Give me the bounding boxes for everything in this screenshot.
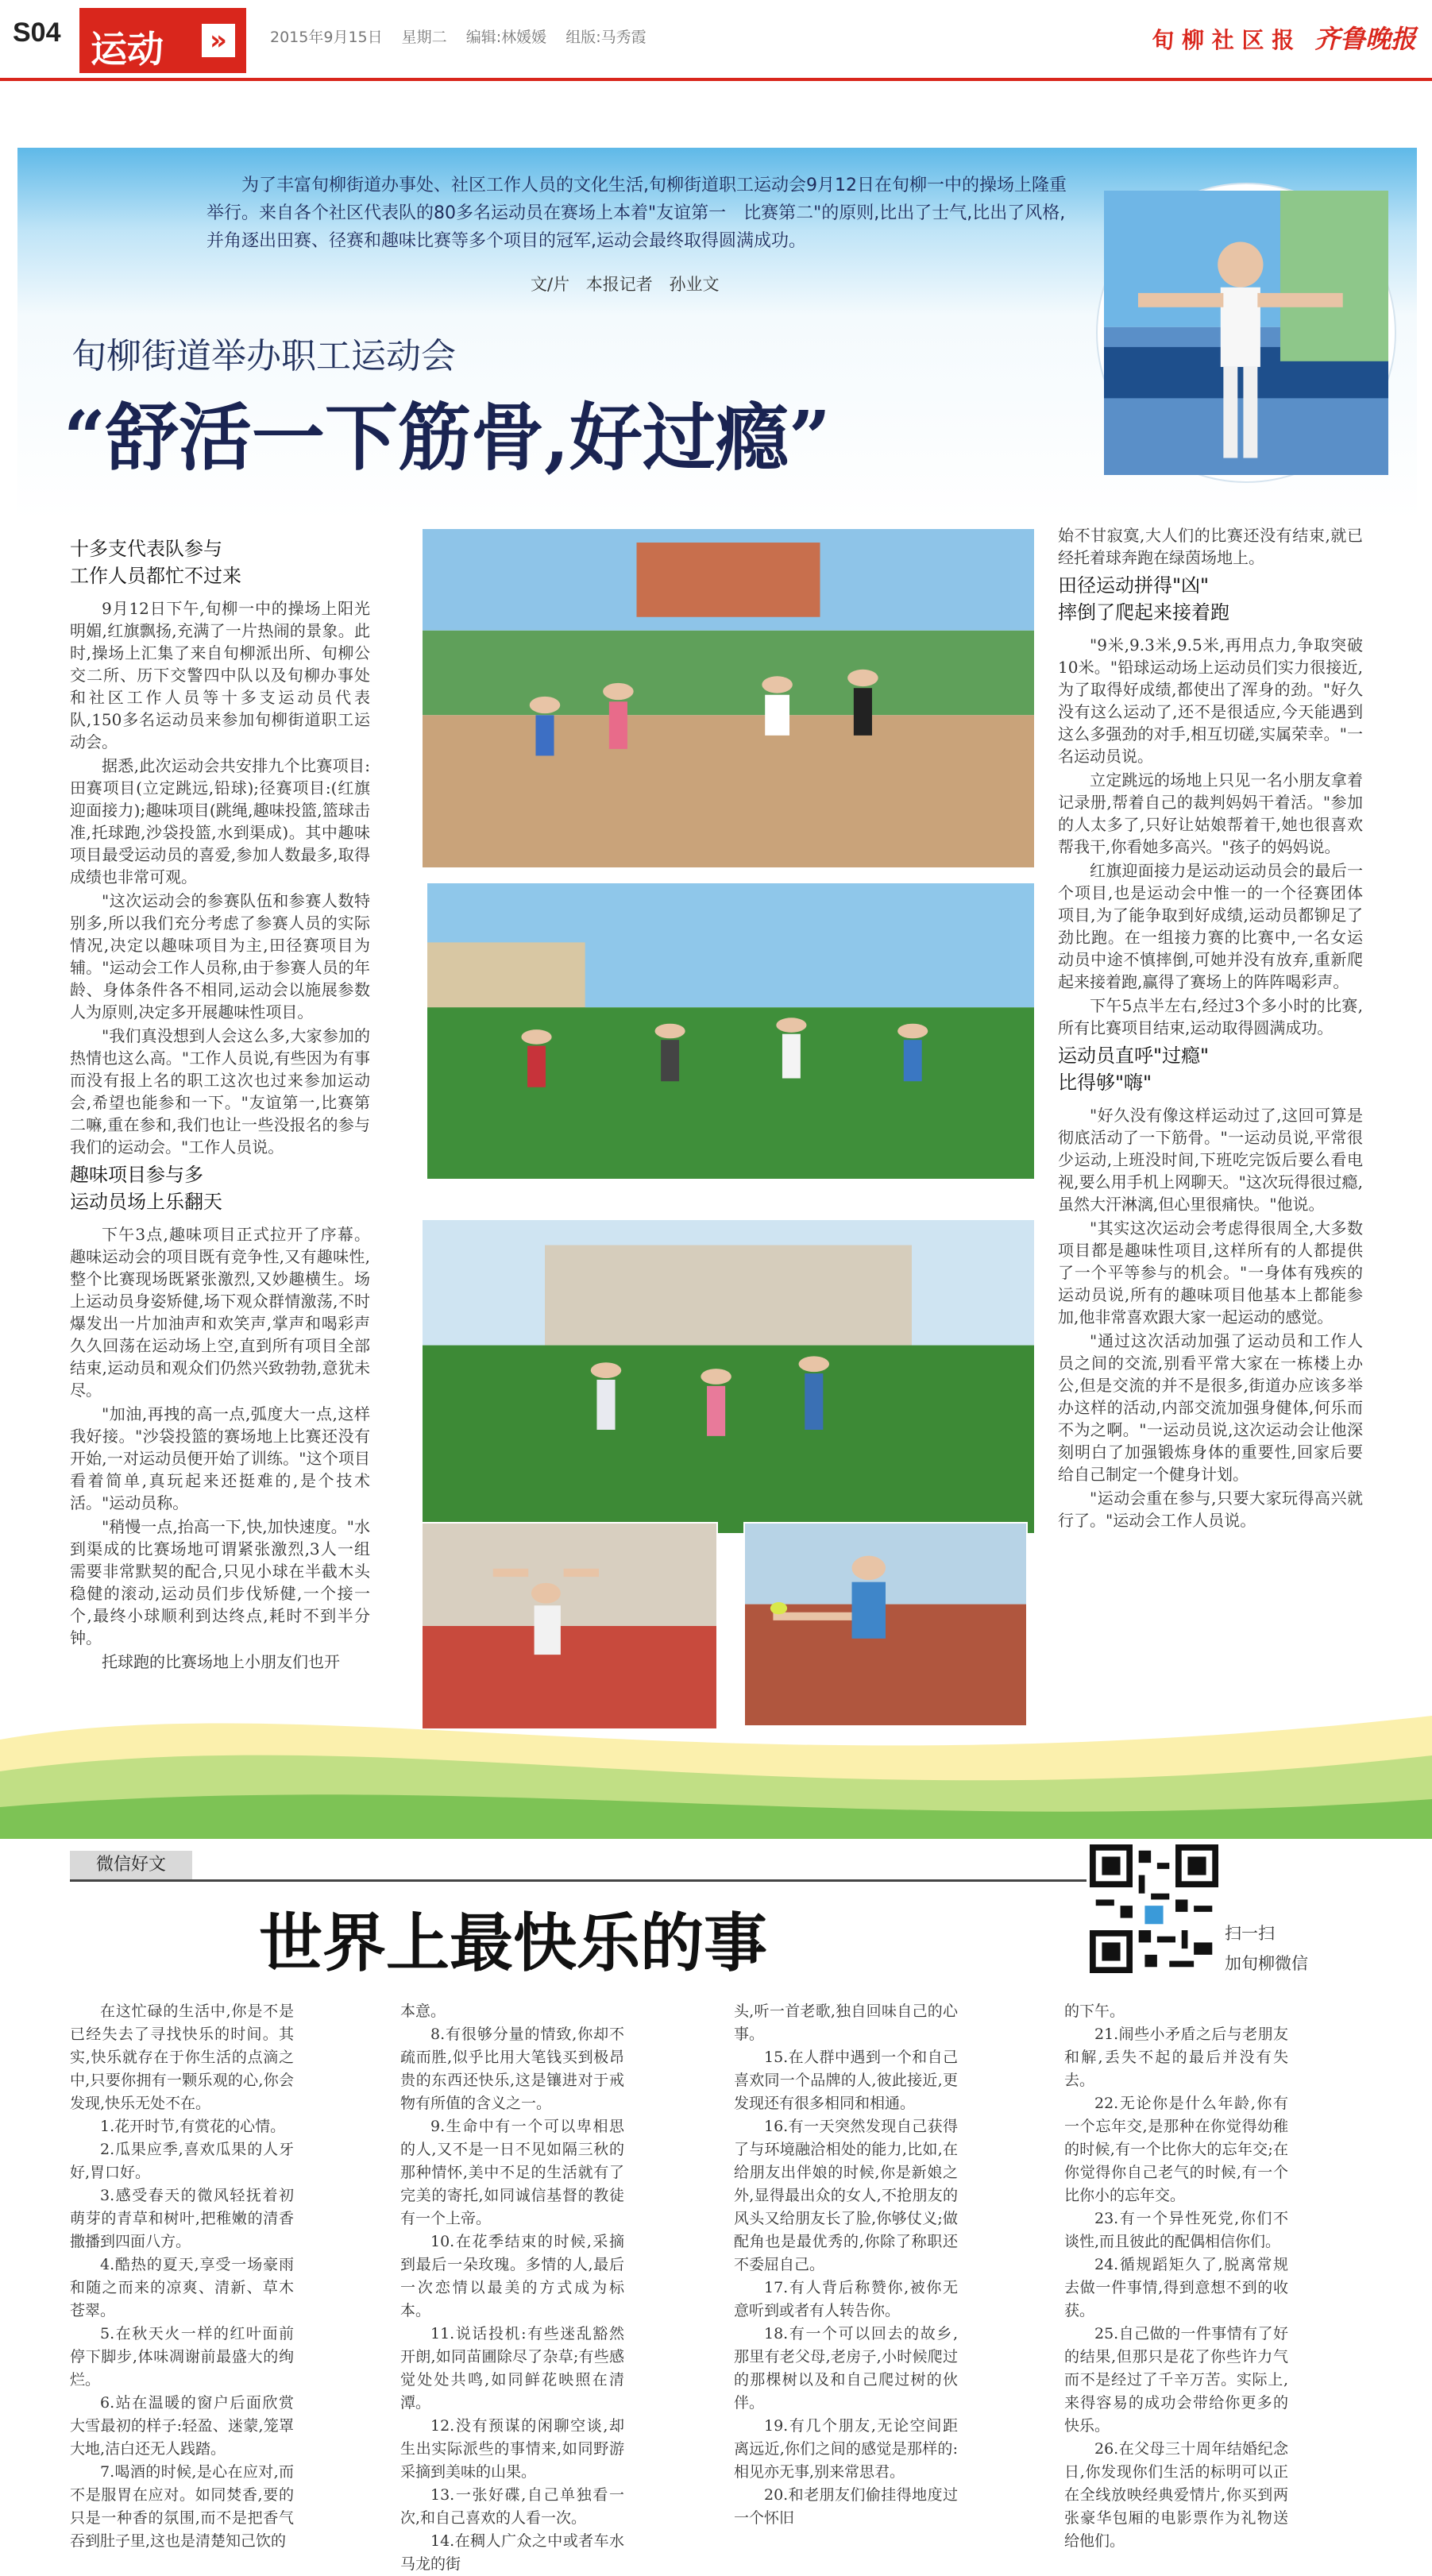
issue-weekday: 星期二 xyxy=(401,29,447,46)
list-item: 1.花开时节,有赏花的心情。 xyxy=(100,2118,286,2135)
page-number: S04 xyxy=(13,17,61,48)
list-item: 10.在花季结束的时候,采摘到最后一朵玫瑰。多情的人,最后一次恋情以最美的方式成为标本。 xyxy=(400,2233,624,2319)
issue-layout: 组版:马秀霞 xyxy=(565,29,647,46)
wechat-tag: 微信好文 xyxy=(70,1851,192,1879)
section-tag xyxy=(79,8,246,73)
page-header xyxy=(0,0,1432,87)
portrait-photo xyxy=(1098,184,1395,481)
list-item: 的下午。 xyxy=(1064,2002,1125,2020)
subhead-athletes-enjoy xyxy=(1058,1042,1363,1096)
subhead-line: 田径运动拼得"凶" xyxy=(1058,574,1210,597)
paragraph: 据悉,此次运动会共安排九个比赛项目:田赛项目(立定跳远,铅球);径赛项目:(红旗迎面接力);趣味项目(跳绳,趣味投篮,篮球击准,托球跑,沙袋投篮,水到渠成)。其中趣味项目最受运动员的喜爱,参加人数最多,取得成绩也非常可观。 xyxy=(70,756,370,886)
byline-type: 文/片 xyxy=(531,275,570,294)
list-item: 15.在人群中遇到一个和自己喜欢同一个品牌的人,彼此接近,更发现还有很多相同和相通。 xyxy=(734,2049,958,2112)
qr-caption-scan: 扫一扫 xyxy=(1225,1924,1275,1943)
list-item: 6.站在温暖的窗户后面欣赏大雪最初的样子:轻盈、迷蒙,笼罩大地,洁白还无人践踏。 xyxy=(70,2394,294,2458)
photo-jump-rope xyxy=(421,1218,1036,1535)
list-item: 24.循规蹈矩久了,脱离常规去做一件事情,得到意想不到的收获。 xyxy=(1064,2256,1288,2319)
article-left-column xyxy=(70,532,370,1671)
subhead-line: 运动员场上乐翻天 xyxy=(70,1191,222,1213)
paragraph: "其实这次运动会考虑得很周全,大多数项目都是趣味性项目,这样所有的人都提供了一个平等参与的机会。"一身体有残疾的运动员说,所有的趣味项目他基本上都能参加,他非常喜欢跟大家一起运动的感觉。 xyxy=(1058,1218,1363,1327)
paragraph: "加油,再拽的高一点,弧度大一点,这样我好接。"沙袋投篮的赛场地上比赛还没有开始,一对运动员便开始了训练。"这个项目看着简单,真玩起来还挺难的,是个技术活。"运动员称。 xyxy=(70,1404,370,1512)
subhead-fun-events xyxy=(70,1161,370,1215)
newspaper-logo: 齐鲁晚报 xyxy=(1314,24,1416,54)
list-item: 13.一张好碟,自己单独看一次,和自己喜欢的人看一次。 xyxy=(400,2486,624,2527)
list-item: 8.有很够分量的情致,你却不疏而胜,似乎比用大笔钱买到极昂贵的东西还快乐,这是镶进对于戒物有所值的含义之一。 xyxy=(400,2026,624,2112)
list-item: 22.无论你是什么年龄,你有一个忘年交,是那种在你觉得幼稚的时候,有一个比你大的忘年交;在你觉得你自己老气的时候,有一个比你小的忘年交。 xyxy=(1064,2095,1288,2204)
issue-editor: 编辑:林媛媛 xyxy=(465,29,547,46)
subhead-line: 工作人员都忙不过来 xyxy=(70,565,241,587)
list-item: 11.说话投机:有些迷乱豁然开朗,如同苗圃除尽了杂草;有些感觉处处共鸣,如同鲜花映照在清潭。 xyxy=(400,2325,624,2412)
list-item: 本意。 xyxy=(400,2002,446,2020)
wechat-column-2 xyxy=(400,2000,624,2573)
paragraph: "稍慢一点,抬高一下,快,加快速度。"水到渠成的比赛场地可谓紧张激烈,3人一组需要非常默契的配合,只见小球在半截木头稳健的滚动,运动员们步伐矫健,一个接一个,最终小球顺利到达终点,耗时不到半分钟。 xyxy=(70,1517,370,1647)
paragraph: 托球跑的比赛场地上小朋友们也开 xyxy=(102,1652,340,1671)
paragraph: "9米,9.3米,9.5米,再用点力,争取突破10米。"铅球运动场上运动员们实力很接近,为了取得好成绩,都使出了浑身的劲。"好久没有这么运动了,还不是很适应,今天能遇到这么多强劲的对手,相互切磋,实属荣幸。"一名运动员说。 xyxy=(1058,635,1363,766)
list-item: 20.和老朋友们偷挂得地度过一个怀旧 xyxy=(734,2486,958,2527)
list-item: 3.感受春天的微风轻抚着初萌芽的青草和树叶,把稚嫩的清香撒播到四面八方。 xyxy=(70,2187,294,2250)
article-byline xyxy=(531,272,730,295)
paragraph: 始不甘寂寞,大人们的比赛还没有结束,就已经托着球奔跑在绿茵场地上。 xyxy=(1058,526,1363,567)
paragraph: 9月12日下午,旬柳一中的操场上阳光明媚,红旗飘扬,充满了一片热闹的景象。此时,操场上汇集了来自旬柳派出所、旬柳公交二所、历下交警四中队以及旬柳办事处和社区工作人员等十多支运动员代表队,150多名运动员来参加旬柳街道职工运动会。 xyxy=(70,599,370,751)
wechat-divider xyxy=(70,1879,1087,1882)
qr-caption-follow: 加旬柳微信 xyxy=(1225,1954,1308,1973)
article-intro: 为了丰富旬柳街道办事处、社区工作人员的文化生活,旬柳街道职工运动会9月12日在旬柳一中的操场上隆重举行。来自各个社区代表队的80多名运动员在赛场上本着"友谊第一 比赛第二"的原则,比出了士气,比出了风格,并角逐出田赛、径赛和趣味比赛等多个项目的冠军,运动会最终取得圆满成功。 xyxy=(207,176,1067,251)
article-kicker: 旬柳街道举办职工运动会 xyxy=(71,336,456,377)
list-item: 7.喝酒的时候,是心在应对,而不是服胃在应对。如同焚香,要的只是一种香的氛围,而不是把香气吞到肚子里,这也是清楚知己饮的 xyxy=(70,2463,294,2550)
list-item: 2.瓜果应季,喜欢瓜果的人牙好,胃口好。 xyxy=(70,2141,294,2181)
list-item: 9.生命中有一个可以卑相思的人,又不是一日不见如隔三秋的那种情怀,美中不足的生活就有了完美的寄托,如同诚信基督的教徒有一个上帝。 xyxy=(400,2118,624,2227)
list-item: 21.闹些小矛盾之后与老朋友和解,丢失不起的最后并没有失去。 xyxy=(1064,2026,1288,2089)
chevron-right-icon: » xyxy=(202,24,235,57)
wechat-column-4 xyxy=(1064,2000,1288,2550)
list-item: 19.有几个朋友,无论空间距离远近,你们之间的感觉是那样的:相见亦无事,别来常思君。 xyxy=(734,2417,958,2481)
decorative-band xyxy=(0,1620,1432,1839)
paragraph: "运动会重在参与,只要大家玩得高兴就行了。"运动会工作人员说。 xyxy=(1058,1489,1363,1530)
paragraph: "好久没有像这样运动过了,这回可算是彻底活动了一下筋骨。"一运动员说,平常很少运动,上班没时间,下班吃完饭后要么看电视,要么用手机上网聊天。"这次玩得很过瘾,虽然大汗淋漓,但心里很痛快。"他说。 xyxy=(1058,1106,1363,1214)
paragraph: 在这忙碌的生活中,你是不是已经失去了寻找快乐的时间。其实,快乐就存在于你生活的点滴之中,只要你拥有一颗乐观的心,你会发现,快乐无处不在。 xyxy=(70,2002,294,2112)
list-item: 4.酷热的夏天,享受一场豪雨和随之而来的凉爽、清新、草木苍翠。 xyxy=(70,2256,294,2319)
photo-ball-toss xyxy=(426,882,1036,1180)
photo-long-jump xyxy=(421,527,1036,869)
list-item: 12.没有预谋的闲聊空谈,却生出实际派些的事情来,如同野游采摘到美味的山果。 xyxy=(400,2417,624,2481)
paragraph: "我们真没想到人会这么多,大家参加的热情也这么高。"工作人员说,有些因为有事而没有报上名的职工这次也过来参加运动会,希望也能参和一下。"友谊第一,比赛第二嘛,重在参和,我们也让一些没报名的参与我们的运动会。"工作人员说。 xyxy=(70,1026,370,1157)
byline-author: 孙业文 xyxy=(669,275,720,294)
wechat-column-3 xyxy=(734,2000,958,2527)
list-item: 17.有人背后称赞你,被你无意听到或者有人转告你。 xyxy=(734,2279,958,2319)
subhead-line: 趣味项目参与多 xyxy=(70,1164,203,1186)
list-item: 头,听一首老歌,独自回味自己的心事。 xyxy=(734,2002,958,2043)
paragraph: 立定跳远的场地上只见一名小朋友拿着记录册,帮着自己的裁判妈妈干着活。"参加的人太多了,只好让姑娘帮着干,她也很喜欢帮我干,你看她多高兴。"孩子的妈妈说。 xyxy=(1058,770,1363,856)
paragraph: "这次运动会的参赛队伍和参赛人数特别多,所以我们充分考虑了参赛人员的实际情况,决定以趣味项目为主,田径赛项目为辅。"运动会工作人员称,由于参赛人员的年龄、身体条件各不相同,运动会以施展参数人为原则,决定多开展趣味性项目。 xyxy=(70,891,370,1022)
list-item: 23.有一个异性死党,你们不谈性,而且彼此的配偶相信你们。 xyxy=(1064,2210,1288,2250)
issue-meta xyxy=(270,25,661,47)
paper-title xyxy=(1152,19,1416,56)
section-label: 运动 xyxy=(91,28,164,71)
subhead-participation xyxy=(70,535,370,589)
list-item: 16.有一天突然发现自己获得了与环境融洽相处的能力,比如,在给朋友出伴娘的时候,你是新娘之外,显得最出众的女人,不抢朋友的风头又给朋友长了脸,你够仗义;做配角也是最优秀的,你除了称职还不委屈自己。 xyxy=(734,2118,958,2273)
list-item: 18.有一个可以回去的故乡,那里有老父母,老房子,小时候爬过的那棵树以及和自己爬过树的伙伴。 xyxy=(734,2325,958,2412)
header-divider xyxy=(0,78,1432,81)
subhead-line: 比得够"嗨" xyxy=(1058,1072,1152,1094)
paper-name: 旬 柳 社 区 报 xyxy=(1152,27,1295,53)
byline-role: 本报记者 xyxy=(585,275,653,294)
paragraph: 下午3点,趣味项目正式拉开了序幕。趣味运动会的项目既有竞争性,又有趣味性,整个比赛现场既紧张激烈,又妙趣横生。场上运动员身姿矫健,场下观众群情激荡,不时爆发出一片加油声和欢笑声,掌声和喝彩声久久回荡在运动场上空,直到所有项目全部结束,运动员和观众们仍然兴致勃勃,意犹未尽。 xyxy=(70,1225,370,1400)
wechat-column-1 xyxy=(70,2000,294,2550)
subhead-track-field xyxy=(1058,572,1363,626)
list-item: 5.在秋天火一样的红叶面前停下脚步,体味凋谢前最盛大的绚烂。 xyxy=(70,2325,294,2389)
wechat-title: 世界上最快乐的事 xyxy=(259,1906,767,1980)
qr-code-icon[interactable] xyxy=(1090,1844,1218,1973)
list-item: 25.自己做的一件事情有了好的结果,但那只是花了你些许力气而不是经过了千辛万苦。实际上,来得容易的成功会带给你更多的快乐。 xyxy=(1064,2325,1288,2435)
subhead-line: 运动员直呼"过瘾" xyxy=(1058,1045,1210,1067)
paragraph: 下午5点半左右,经过3个多小时的比赛,所有比赛项目结束,运动取得圆满成功。 xyxy=(1058,996,1363,1037)
paragraph: 红旗迎面接力是运动运动员会的最后一个项目,也是运动会中惟一的一个径赛团体项目,为了能争取到好成绩,运动员都铆足了劲比跑。在一组接力赛的比赛中,一名女运动员中途不慎摔倒,可她并没有放弃,重新爬起来接着跑,赢得了赛场上的阵阵喝彩声。 xyxy=(1058,861,1363,991)
list-item: 14.在稠人广众之中或者车水马龙的街 xyxy=(400,2532,624,2573)
list-item: 26.在父母三十周年结婚纪念日,你发现你们生活的标明可以正在全线放映经典爱情片,你买到两张豪华包厢的电影票作为礼物送给他们。 xyxy=(1064,2440,1288,2550)
paragraph: "通过这次活动加强了运动员和工作人员之间的交流,别看平常大家在一栋楼上办公,但是交流的并不是很多,街道办应该多举办这样的活动,内部交流加强身健体,何乐而不为之啊。"一运动员说,这次运动会让他深刻明白了加强锻炼身体的重要性,回家后要给自己制定一个健身计划。 xyxy=(1058,1331,1363,1484)
article-right-column xyxy=(1058,524,1363,1577)
issue-date: 2015年9月15日 xyxy=(270,29,383,46)
subhead-line: 摔倒了爬起来接着跑 xyxy=(1058,601,1229,624)
article-headline: “舒活一下筋骨,好过瘾” xyxy=(64,395,831,481)
subhead-line: 十多支代表队参与 xyxy=(70,538,222,560)
